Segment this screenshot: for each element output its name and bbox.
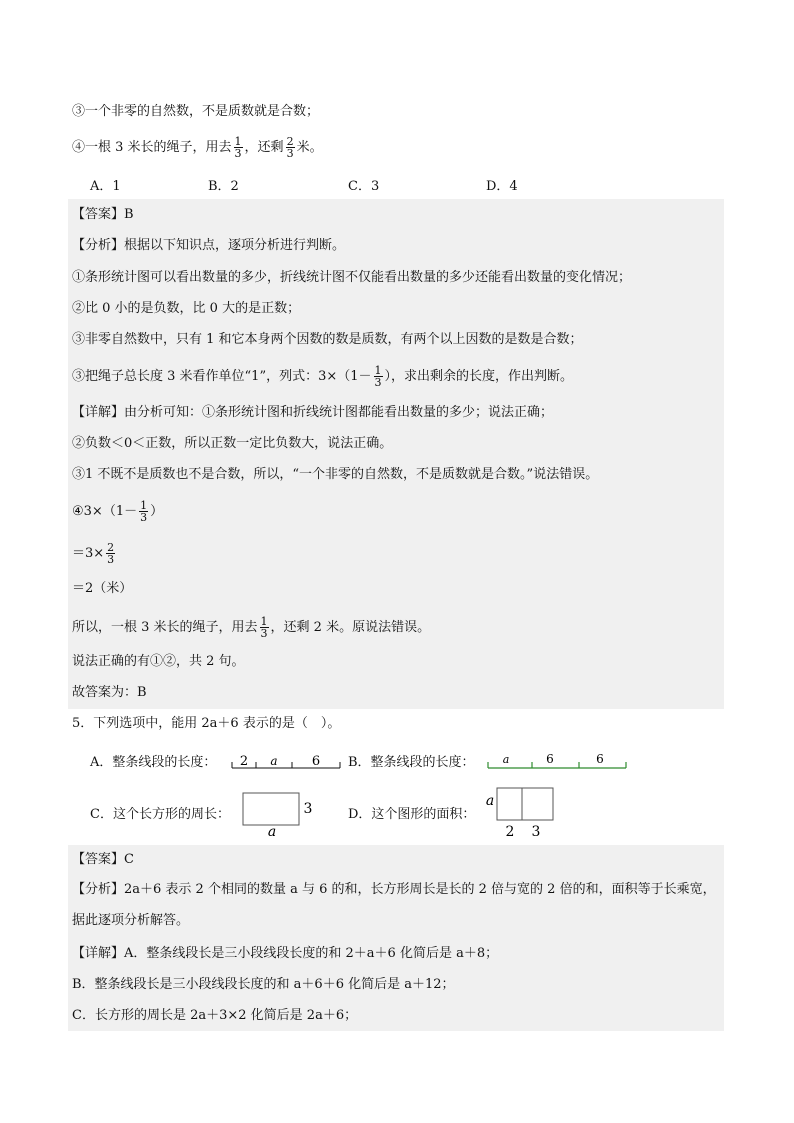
q4-item-4-text-a: ④一根 3 米长的绳子，用去: [72, 140, 232, 155]
segment-b-label-6-second: 6: [596, 752, 604, 766]
segment-diagram-a: [230, 748, 342, 772]
q4-answer: 【答案】B: [72, 207, 134, 222]
segment-a-label-a: a: [270, 754, 278, 768]
fraction-two-thirds: $\frac{2}{3}$: [107, 541, 115, 566]
q5-option-a-label: A．整条线段的长度：: [90, 755, 217, 770]
q5-option-b[interactable]: [348, 751, 475, 770]
q4-analysis-head: 【分析】根据以下知识点，逐项分析进行判断。: [72, 238, 346, 253]
rectangle-c-bottom-label: a: [267, 824, 277, 838]
q4-detail-7: [72, 616, 430, 639]
q5-detail-2: B．整条线段长是三小段线段长度的和 a＋6＋6 化简后是 a＋12；: [72, 977, 455, 992]
q4-detail-4-text-b: ）: [150, 504, 164, 519]
q4-item-4-text-c: 米。: [296, 140, 323, 155]
q4-detail-8: 说法正确的有①②，共 2 句。: [72, 654, 245, 669]
q4-item-4: [72, 136, 323, 159]
q5-option-d[interactable]: [348, 803, 475, 822]
rectangle-d-side-label: a: [485, 793, 495, 809]
q5-answer: 【答案】C: [72, 852, 134, 867]
q4-detail-4-text-a: ④3×（1－: [72, 504, 138, 519]
q5-solution-background: [68, 845, 724, 1031]
q5-analysis-2: 据此逐项分析解答。: [72, 913, 190, 928]
fraction-one-third: $\frac{1}{3}$: [374, 364, 382, 389]
q5-option-c[interactable]: [90, 803, 230, 822]
segment-b-label-a: a: [502, 753, 510, 766]
q4-detail-3: ③1 不既不是质数也不是合数，所以，“一个非零的自然数，不是质数就是合数。”说法错误。: [72, 467, 599, 482]
q5-option-d-label: D．这个图形的面积：: [348, 807, 476, 822]
q4-item-4-text-b: ，还剩: [244, 140, 284, 155]
q4-analysis-4-text-b: ），求出剩余的长度，作出判断。: [384, 369, 574, 384]
rectangle-d-bottom-label-3: 3: [531, 824, 541, 840]
q5-option-a[interactable]: [90, 751, 216, 770]
rectangle-diagram-c: [240, 790, 316, 838]
q4-option-a[interactable]: A．1: [90, 179, 121, 194]
q4-detail-6: ＝2（米）: [72, 581, 133, 596]
segment-diagram-b: [484, 748, 630, 772]
q4-detail-5: [72, 542, 117, 565]
rectangle-d-bottom-label-2: 2: [505, 824, 515, 840]
q4-detail-2: ②负数＜0＜正数，所以正数一定比负数大，说法正确。: [72, 436, 393, 451]
fraction-two-thirds: $\frac{2}{3}$: [286, 135, 294, 160]
q4-analysis-1: ①条形统计图可以看出数量的多少，折线统计图不仅能看出数量的多少还能看出数量的变化情况；: [72, 270, 632, 285]
fraction-one-third: $\frac{1}{3}$: [234, 135, 242, 160]
rectangle-c-side-label: 3: [303, 801, 313, 817]
fraction-one-third: $\frac{1}{3}$: [260, 615, 268, 640]
composite-rectangle-diagram-d: [482, 786, 558, 840]
q4-detail-7-text-a: 所以，一根 3 米长的绳子，用去: [72, 620, 258, 635]
q5-option-b-label: B．整条线段的长度：: [348, 755, 475, 770]
q5-stem: 5．下列选项中，能用 2a＋6 表示的是（ ）。: [72, 716, 341, 731]
q4-analysis-4: [72, 365, 573, 388]
q4-analysis-2: ②比 0 小的是负数，比 0 大的是正数；: [72, 301, 301, 316]
q5-detail-1: 【详解】A．整条线段长是三小段线段长度的和 2＋a＋6 化简后是 a＋8；: [72, 946, 499, 961]
q4-item-3: ③一个非零的自然数，不是质数就是合数；: [72, 104, 320, 119]
q4-detail-7-text-b: ，还剩 2 米。原说法错误。: [270, 620, 431, 635]
q4-option-d[interactable]: D．4: [486, 179, 518, 194]
segment-a-label-6: 6: [311, 754, 321, 769]
q5-analysis-1: 【分析】2a＋6 表示 2 个相同的数量 a 与 6 的和，长方形周长是长的 2 倍与宽的 2 倍的和，面积等于长乘宽，: [72, 882, 716, 897]
segment-a-label-2: 2: [239, 754, 249, 769]
q4-analysis-4-text-a: ③把绳子总长度 3 米看作单位“1”，列式：3×（1－: [72, 369, 372, 384]
q4-detail-4: [72, 500, 163, 523]
segment-b-label-6-first: 6: [546, 752, 554, 766]
q4-option-c[interactable]: C．3: [348, 179, 380, 194]
fraction-one-third: $\frac{1}{3}$: [140, 499, 148, 524]
q4-final-answer: 故答案为：B: [72, 685, 147, 700]
q4-detail-5-text: ＝3×: [72, 546, 105, 561]
q4-analysis-3: ③非零自然数中，只有 1 和它本身两个因数的数是质数，有两个以上因数的是数是合数；: [72, 332, 583, 347]
q4-option-b[interactable]: B．2: [208, 179, 239, 194]
q4-detail-1: 【详解】由分析可知：①条形统计图和折线统计图都能看出数量的多少；说法正确；: [72, 405, 554, 420]
q5-option-c-label: C．这个长方形的周长：: [90, 807, 230, 822]
q5-detail-3: C．长方形的周长是 2a＋3×2 化简后是 2a＋6；: [72, 1008, 358, 1023]
